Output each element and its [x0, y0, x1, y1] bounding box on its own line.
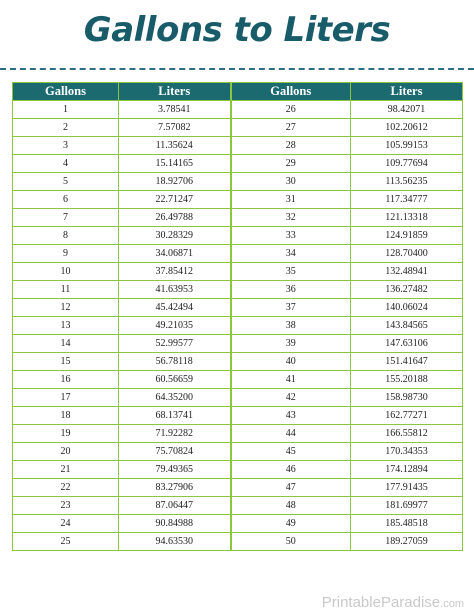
gallons-cell: 43: [231, 407, 351, 425]
gallons-cell: 17: [13, 389, 119, 407]
table-row: [13, 389, 463, 407]
liters-cell: 124.91859: [351, 227, 463, 245]
liters-cell: 162.77271: [351, 407, 463, 425]
liters-cell: 132.48941: [351, 263, 463, 281]
liters-cell: 98.42071: [351, 101, 463, 119]
liters-cell: 113.56235: [351, 173, 463, 191]
liters-cell: 117.34777: [351, 191, 463, 209]
liters-cell: 45.42494: [119, 299, 231, 317]
liters-cell: 105.99153: [351, 137, 463, 155]
gallons-cell: 48: [231, 497, 351, 515]
gallons-cell: 33: [231, 227, 351, 245]
liters-cell: 170.34353: [351, 443, 463, 461]
table-row: [13, 137, 463, 155]
liters-cell: 90.84988: [119, 515, 231, 533]
table-row: [13, 353, 463, 371]
liters-cell: 94.63530: [119, 533, 231, 551]
liters-cell: 189.27059: [351, 533, 463, 551]
table-row: [13, 209, 463, 227]
liters-cell: 151.41647: [351, 353, 463, 371]
table-row: [13, 119, 463, 137]
liters-cell: 155.20188: [351, 371, 463, 389]
gallons-cell: 14: [13, 335, 119, 353]
gallons-cell: 18: [13, 407, 119, 425]
liters-cell: 18.92706: [119, 173, 231, 191]
liters-cell: 71.92282: [119, 425, 231, 443]
table-row: [13, 479, 463, 497]
header-liters-left: Liters: [119, 83, 231, 101]
table-row: [13, 299, 463, 317]
liters-cell: 181.69977: [351, 497, 463, 515]
gallons-cell: 34: [231, 245, 351, 263]
table-header-row: [13, 83, 463, 101]
liters-cell: 102.20612: [351, 119, 463, 137]
table-row: [13, 371, 463, 389]
liters-cell: 147.63106: [351, 335, 463, 353]
table-row: [13, 245, 463, 263]
gallons-cell: 15: [13, 353, 119, 371]
gallons-cell: 26: [231, 101, 351, 119]
gallons-cell: 36: [231, 281, 351, 299]
gallons-cell: 25: [13, 533, 119, 551]
conversion-table: [12, 82, 463, 551]
table-row: [13, 335, 463, 353]
table-row: [13, 263, 463, 281]
gallons-cell: 8: [13, 227, 119, 245]
gallons-cell: 50: [231, 533, 351, 551]
liters-cell: 68.13741: [119, 407, 231, 425]
liters-cell: 52.99577: [119, 335, 231, 353]
gallons-cell: 44: [231, 425, 351, 443]
gallons-cell: 27: [231, 119, 351, 137]
liters-cell: 22.71247: [119, 191, 231, 209]
liters-cell: 109.77694: [351, 155, 463, 173]
liters-cell: 41.63953: [119, 281, 231, 299]
table-row: [13, 191, 463, 209]
gallons-cell: 2: [13, 119, 119, 137]
liters-cell: 177.91435: [351, 479, 463, 497]
table-row: [13, 155, 463, 173]
gallons-cell: 6: [13, 191, 119, 209]
liters-cell: 37.85412: [119, 263, 231, 281]
gallons-cell: 20: [13, 443, 119, 461]
gallons-cell: 46: [231, 461, 351, 479]
gallons-cell: 31: [231, 191, 351, 209]
gallons-cell: 49: [231, 515, 351, 533]
gallons-cell: 9: [13, 245, 119, 263]
gallons-cell: 39: [231, 335, 351, 353]
liters-cell: 64.35200: [119, 389, 231, 407]
liters-cell: 7.57082: [119, 119, 231, 137]
page-title: Gallons to Liters: [83, 10, 391, 50]
gallons-cell: 38: [231, 317, 351, 335]
liters-cell: 3.78541: [119, 101, 231, 119]
gallons-cell: 13: [13, 317, 119, 335]
gallons-cell: 3: [13, 137, 119, 155]
gallons-cell: 21: [13, 461, 119, 479]
table-row: [13, 461, 463, 479]
liters-cell: 140.06024: [351, 299, 463, 317]
table-body: [13, 101, 463, 551]
table-row: [13, 101, 463, 119]
gallons-cell: 35: [231, 263, 351, 281]
table-row: [13, 497, 463, 515]
gallons-cell: 32: [231, 209, 351, 227]
brand-name: PrintableParadise: [321, 594, 441, 611]
liters-cell: 75.70824: [119, 443, 231, 461]
liters-cell: 15.14165: [119, 155, 231, 173]
table-row: [13, 281, 463, 299]
dashed-divider: [0, 68, 474, 70]
liters-cell: 174.12894: [351, 461, 463, 479]
liters-cell: 49.21035: [119, 317, 231, 335]
table-row: [13, 407, 463, 425]
gallons-cell: 47: [231, 479, 351, 497]
gallons-cell: 1: [13, 101, 119, 119]
liters-cell: 136.27482: [351, 281, 463, 299]
liters-cell: 11.35624: [119, 137, 231, 155]
brand-domain: .com: [440, 598, 464, 610]
liters-cell: 185.48518: [351, 515, 463, 533]
gallons-cell: 10: [13, 263, 119, 281]
header-liters-right: Liters: [351, 83, 463, 101]
liters-cell: 60.56659: [119, 371, 231, 389]
liters-cell: 87.06447: [119, 497, 231, 515]
liters-cell: 158.98730: [351, 389, 463, 407]
header-gallons-left: Gallons: [13, 83, 119, 101]
gallons-cell: 37: [231, 299, 351, 317]
liters-cell: 121.13318: [351, 209, 463, 227]
gallons-cell: 42: [231, 389, 351, 407]
footer-brand: [322, 594, 464, 611]
gallons-cell: 4: [13, 155, 119, 173]
gallons-cell: 30: [231, 173, 351, 191]
liters-cell: 143.84565: [351, 317, 463, 335]
table-row: [13, 443, 463, 461]
gallons-cell: 40: [231, 353, 351, 371]
table-row: [13, 173, 463, 191]
liters-cell: 83.27906: [119, 479, 231, 497]
header-gallons-right: Gallons: [231, 83, 351, 101]
liters-cell: 166.55812: [351, 425, 463, 443]
gallons-cell: 7: [13, 209, 119, 227]
liters-cell: 30.28329: [119, 227, 231, 245]
table-row: [13, 317, 463, 335]
gallons-cell: 29: [231, 155, 351, 173]
gallons-cell: 28: [231, 137, 351, 155]
gallons-cell: 23: [13, 497, 119, 515]
table-row: [13, 227, 463, 245]
gallons-cell: 41: [231, 371, 351, 389]
gallons-cell: 19: [13, 425, 119, 443]
gallons-cell: 11: [13, 281, 119, 299]
liters-cell: 79.49365: [119, 461, 231, 479]
gallons-cell: 12: [13, 299, 119, 317]
gallons-cell: 16: [13, 371, 119, 389]
gallons-cell: 22: [13, 479, 119, 497]
table-row: [13, 425, 463, 443]
gallons-cell: 5: [13, 173, 119, 191]
liters-cell: 34.06871: [119, 245, 231, 263]
table-row: [13, 533, 463, 551]
gallons-cell: 24: [13, 515, 119, 533]
table-row: [13, 515, 463, 533]
liters-cell: 56.78118: [119, 353, 231, 371]
gallons-cell: 45: [231, 443, 351, 461]
liters-cell: 26.49788: [119, 209, 231, 227]
liters-cell: 128.70400: [351, 245, 463, 263]
